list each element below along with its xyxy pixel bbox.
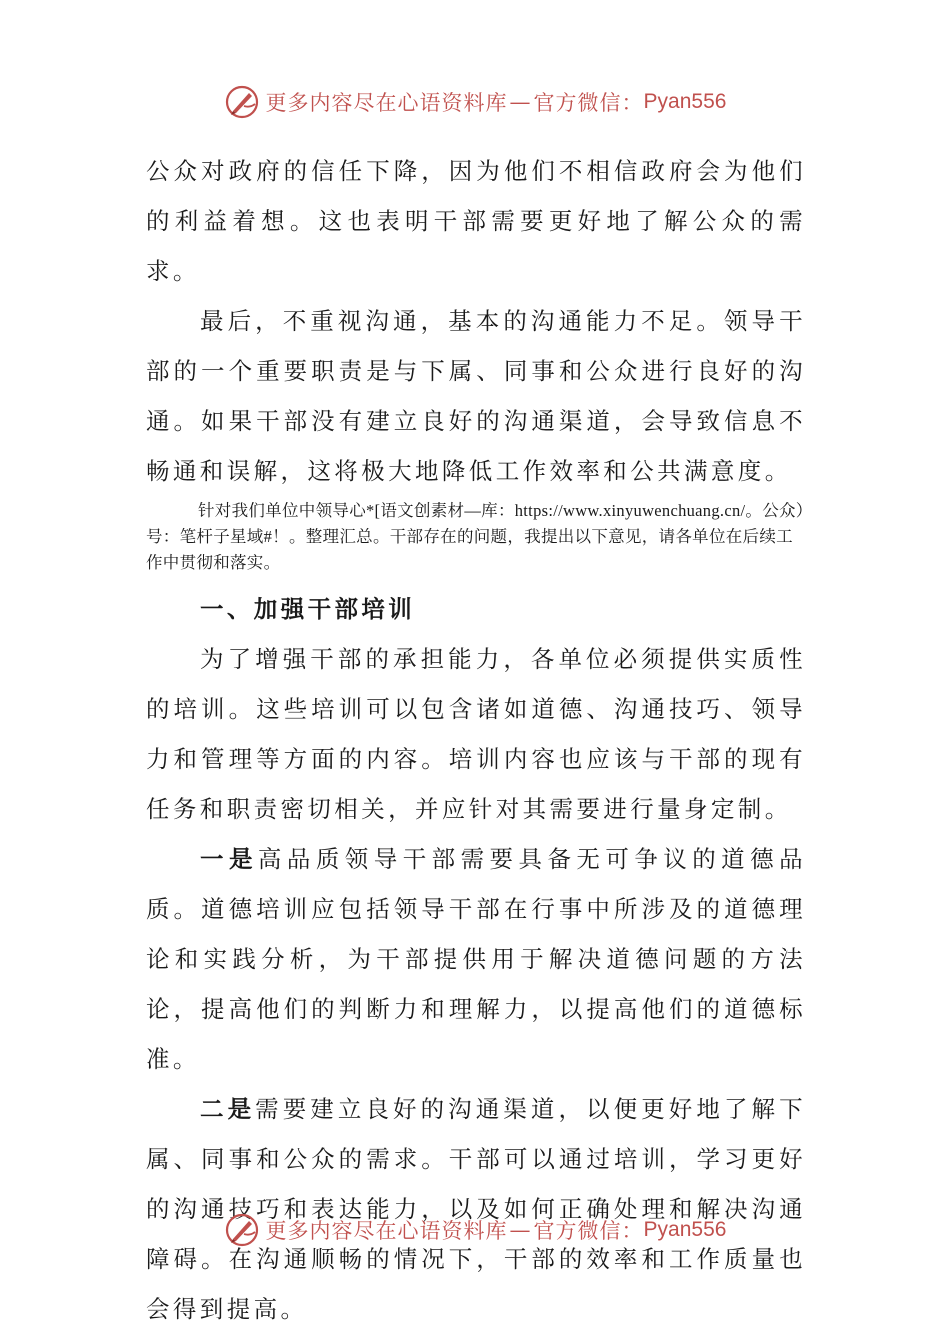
banner-wechat-label: 官方微信：	[533, 1219, 644, 1243]
paragraph-5	[146, 834, 806, 1084]
paragraph-2: 最后，不重视沟通，基本的沟通能力不足。领导干部的一个重要职责是与下属、同事和公众进行良好的沟通。如果干部没有建立良好的沟通渠道，会导致信息不畅通和误解，这将极大地降低工作效率和公共满意度。	[146, 307, 806, 485]
banner-separator: —	[509, 1218, 532, 1242]
banner-wechat-id: Pyan556	[643, 1218, 727, 1241]
section-heading: 一、加强干部培训	[200, 595, 416, 623]
banner-wechat-id: Pyan556	[643, 90, 727, 113]
pen-logo-icon	[224, 1212, 260, 1248]
lead-term-2: 二是	[200, 1095, 256, 1123]
paragraph-4: 为了增强干部的承担能力，各单位必须提供实质性的培训。这些培训可以包含诸如道德、沟通技巧、领导力和管理等方面的内容。培训内容也应该与干部的现有任务和职责密切相关，并应针对其需要进行量身定制。	[146, 645, 806, 823]
paragraph-1: 公众对政府的信任下降，因为他们不相信政府会为他们的利益着想。这也表明干部需要更好地了解公众的需求。	[146, 157, 806, 285]
document-body	[146, 146, 806, 1334]
banner-wechat-label: 官方微信：	[533, 91, 644, 115]
paragraph-6-text: 需要建立良好的沟通渠道，以便更好地了解下属、同事和公众的需求。干部可以通过培训，学习更好的沟通技巧和表达能力，以及如何正确处理和解决沟通障碍。在沟通顺畅的情况下，干部的效率和工作质量也会得到提高。	[146, 1095, 806, 1323]
header-banner	[0, 80, 950, 124]
pen-logo-icon	[224, 84, 260, 120]
banner-separator: —	[509, 90, 532, 114]
banner-text: 更多内容尽在心语资料库	[265, 91, 508, 115]
lead-term-1: 一是	[200, 845, 258, 873]
inserted-note: 针对我们单位中领导心*[语文创素材—库：https://www.xinyuwenchuang.cn/。公众）号：笔杆子星域#！。整理汇总。干部存在的问题，我提出以下意见，请各单位在后续工作中贯彻和落实。	[146, 501, 805, 572]
footer-banner	[0, 1208, 950, 1252]
paragraph-5-text: 高品质领导干部需要具备无可争议的道德品质。道德培训应包括领导干部在行事中所涉及的道德理论和实践分析，为干部提供用于解决道德问题的方法论，提高他们的判断力和理解力，以提高他们的道德标准。	[146, 845, 806, 1073]
banner-text: 更多内容尽在心语资料库	[265, 1219, 508, 1243]
